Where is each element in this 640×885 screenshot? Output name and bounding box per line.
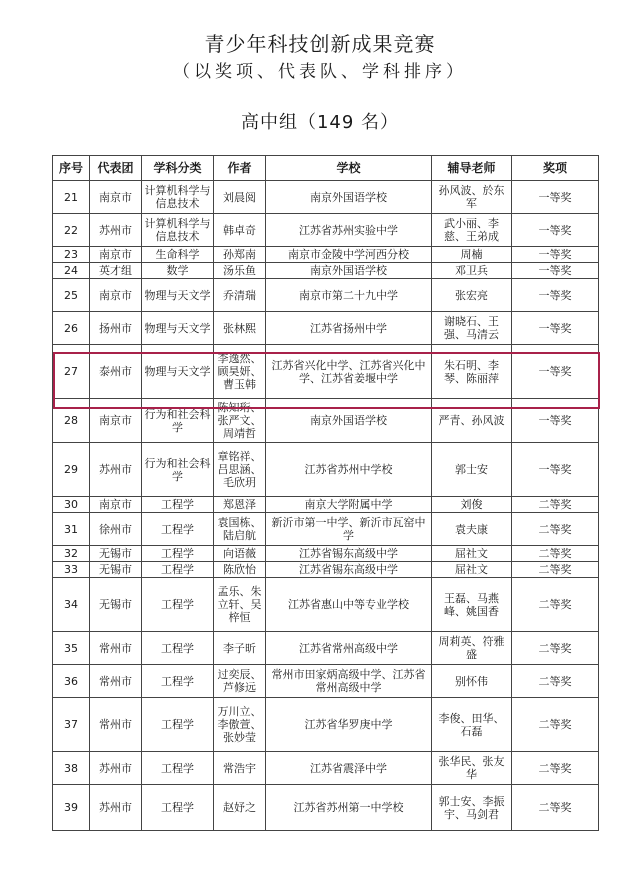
table-row: [53, 247, 599, 263]
table-row: [53, 345, 599, 399]
cell-author: 常浩宇: [214, 752, 266, 785]
cell-school: 江苏省华罗庚中学: [266, 698, 432, 752]
cell-author: 陈知珩、张严文、周靖哲: [214, 399, 266, 443]
cell-team: 南京市: [90, 247, 142, 263]
cell-no: 30: [53, 497, 90, 513]
table-row: [53, 785, 599, 831]
cell-subject: 计算机科学与信息技术: [142, 214, 214, 247]
cell-author: 李逸然、顾昊妍、曹玉韩: [214, 345, 266, 399]
cell-subject: 工程学: [142, 546, 214, 562]
cell-author: 郑恩泽: [214, 497, 266, 513]
cell-team: 南京市: [90, 399, 142, 443]
cell-no: 28: [53, 399, 90, 443]
cell-tutor: 孙风波、於东军: [432, 181, 512, 214]
awards-table: [52, 155, 599, 831]
cell-tutor: 屈社文: [432, 546, 512, 562]
cell-team: 苏州市: [90, 785, 142, 831]
cell-no: 22: [53, 214, 90, 247]
cell-author: 孙郑南: [214, 247, 266, 263]
cell-subject: 计算机科学与信息技术: [142, 181, 214, 214]
document-title: 青少年科技创新成果竞赛: [204, 32, 436, 56]
cell-subject: 工程学: [142, 562, 214, 578]
cell-subject: 行为和社会科学: [142, 399, 214, 443]
cell-team: 无锡市: [90, 562, 142, 578]
cell-subject: 工程学: [142, 578, 214, 632]
cell-award: 二等奖: [512, 562, 599, 578]
cell-team: 英才组: [90, 263, 142, 279]
header-subject: 学科分类: [142, 156, 214, 181]
cell-tutor: 周楠: [432, 247, 512, 263]
cell-no: 29: [53, 443, 90, 497]
cell-award: 一等奖: [512, 312, 599, 345]
cell-team: 常州市: [90, 632, 142, 665]
cell-author: 韩卓奇: [214, 214, 266, 247]
cell-tutor: 武小丽、李慈、王弟成: [432, 214, 512, 247]
header-tutor: 辅导老师: [432, 156, 512, 181]
cell-team: 扬州市: [90, 312, 142, 345]
cell-team: 苏州市: [90, 443, 142, 497]
cell-author: 袁国栋、陆启航: [214, 513, 266, 546]
table-row: [53, 181, 599, 214]
cell-tutor: 郭士安: [432, 443, 512, 497]
cell-tutor: 严青、孙风波: [432, 399, 512, 443]
cell-no: 31: [53, 513, 90, 546]
group-heading: 高中组（149 名）: [240, 112, 400, 133]
header-award: 奖项: [512, 156, 599, 181]
cell-author: 陈欣怡: [214, 562, 266, 578]
cell-school: 南京外国语学校: [266, 399, 432, 443]
table-row: [53, 546, 599, 562]
cell-tutor: 周莉英、符雅盛: [432, 632, 512, 665]
cell-tutor: 朱石明、李琴、陈丽萍: [432, 345, 512, 399]
header-school: 学校: [266, 156, 432, 181]
cell-award: 一等奖: [512, 279, 599, 312]
cell-author: 汤乐鱼: [214, 263, 266, 279]
cell-award: 一等奖: [512, 399, 599, 443]
table-row: [53, 665, 599, 698]
cell-author: 孟乐、朱立轩、吴梓恒: [214, 578, 266, 632]
cell-subject: 工程学: [142, 513, 214, 546]
table-row: [53, 263, 599, 279]
cell-school: 江苏省震泽中学: [266, 752, 432, 785]
cell-subject: 生命科学: [142, 247, 214, 263]
cell-subject: 物理与天文学: [142, 279, 214, 312]
cell-school: 江苏省苏州中学校: [266, 443, 432, 497]
cell-award: 一等奖: [512, 345, 599, 399]
cell-team: 泰州市: [90, 345, 142, 399]
cell-subject: 工程学: [142, 785, 214, 831]
cell-no: 32: [53, 546, 90, 562]
cell-no: 34: [53, 578, 90, 632]
cell-award: 二等奖: [512, 497, 599, 513]
cell-school: 江苏省锡东高级中学: [266, 562, 432, 578]
cell-subject: 工程学: [142, 698, 214, 752]
cell-school: 江苏省苏州第一中学校: [266, 785, 432, 831]
cell-tutor: 王磊、马燕峰、姚国香: [432, 578, 512, 632]
cell-award: 二等奖: [512, 752, 599, 785]
cell-award: 二等奖: [512, 513, 599, 546]
cell-school: 江苏省兴化中学、江苏省兴化中学、江苏省姜堰中学: [266, 345, 432, 399]
cell-subject: 工程学: [142, 665, 214, 698]
cell-school: 南京大学附属中学: [266, 497, 432, 513]
cell-team: 常州市: [90, 698, 142, 752]
table-header-row: [53, 156, 599, 181]
cell-school: 南京市金陵中学河西分校: [266, 247, 432, 263]
table-row: [53, 497, 599, 513]
cell-no: 39: [53, 785, 90, 831]
cell-tutor: 张宏亮: [432, 279, 512, 312]
table-row: [53, 562, 599, 578]
cell-subject: 行为和社会科学: [142, 443, 214, 497]
cell-school: 常州市田家炳高级中学、江苏省常州高级中学: [266, 665, 432, 698]
cell-team: 徐州市: [90, 513, 142, 546]
cell-school: 南京外国语学校: [266, 263, 432, 279]
table-row: [53, 279, 599, 312]
cell-school: 江苏省锡东高级中学: [266, 546, 432, 562]
cell-no: 21: [53, 181, 90, 214]
cell-team: 无锡市: [90, 546, 142, 562]
cell-school: 江苏省常州高级中学: [266, 632, 432, 665]
cell-award: 一等奖: [512, 263, 599, 279]
cell-award: 一等奖: [512, 247, 599, 263]
cell-author: 向语薇: [214, 546, 266, 562]
cell-award: 一等奖: [512, 181, 599, 214]
cell-author: 万川立、李傲萱、张妙莹: [214, 698, 266, 752]
cell-school: 南京外国语学校: [266, 181, 432, 214]
cell-team: 苏州市: [90, 214, 142, 247]
cell-subject: 物理与天文学: [142, 345, 214, 399]
table-row: [53, 399, 599, 443]
cell-award: 二等奖: [512, 578, 599, 632]
cell-award: 二等奖: [512, 665, 599, 698]
cell-no: 23: [53, 247, 90, 263]
cell-author: 乔清瑞: [214, 279, 266, 312]
cell-team: 南京市: [90, 181, 142, 214]
cell-award: 二等奖: [512, 785, 599, 831]
cell-tutor: 刘俊: [432, 497, 512, 513]
cell-no: 36: [53, 665, 90, 698]
cell-no: 37: [53, 698, 90, 752]
cell-award: 二等奖: [512, 632, 599, 665]
cell-tutor: 李俊、田华、石磊: [432, 698, 512, 752]
table-row: [53, 698, 599, 752]
cell-team: 南京市: [90, 279, 142, 312]
document-subtitle: （以奖项、代表队、学科排序）: [173, 62, 467, 82]
cell-author: 张林熙: [214, 312, 266, 345]
table-row: [53, 513, 599, 546]
cell-team: 无锡市: [90, 578, 142, 632]
cell-author: 刘晨阅: [214, 181, 266, 214]
cell-no: 27: [53, 345, 90, 399]
cell-tutor: 袁夫康: [432, 513, 512, 546]
table-row: [53, 632, 599, 665]
cell-award: 二等奖: [512, 546, 599, 562]
cell-subject: 物理与天文学: [142, 312, 214, 345]
cell-tutor: 郭士安、李振宇、马剑君: [432, 785, 512, 831]
cell-school: 江苏省苏州实验中学: [266, 214, 432, 247]
cell-award: 一等奖: [512, 214, 599, 247]
cell-award: 一等奖: [512, 443, 599, 497]
cell-no: 24: [53, 263, 90, 279]
cell-subject: 工程学: [142, 497, 214, 513]
cell-school: 新沂市第一中学、新沂市瓦窑中学: [266, 513, 432, 546]
cell-tutor: 屈社文: [432, 562, 512, 578]
cell-author: 赵妤之: [214, 785, 266, 831]
cell-tutor: 别怀伟: [432, 665, 512, 698]
header-author: 作者: [214, 156, 266, 181]
cell-subject: 数学: [142, 263, 214, 279]
cell-school: 江苏省扬州中学: [266, 312, 432, 345]
table-row: [53, 443, 599, 497]
cell-team: 苏州市: [90, 752, 142, 785]
cell-no: 26: [53, 312, 90, 345]
cell-tutor: 谢晓石、王强、马清云: [432, 312, 512, 345]
cell-no: 25: [53, 279, 90, 312]
cell-tutor: 邓卫兵: [432, 263, 512, 279]
cell-no: 35: [53, 632, 90, 665]
cell-author: 过奕辰、芦修远: [214, 665, 266, 698]
header-team: 代表团: [90, 156, 142, 181]
cell-team: 常州市: [90, 665, 142, 698]
cell-no: 38: [53, 752, 90, 785]
table-row: [53, 214, 599, 247]
cell-author: 章铭祥、吕思涵、毛欣玥: [214, 443, 266, 497]
table-row: [53, 578, 599, 632]
cell-award: 二等奖: [512, 698, 599, 752]
header-no: 序号: [53, 156, 90, 181]
cell-team: 南京市: [90, 497, 142, 513]
cell-school: 南京市第二十九中学: [266, 279, 432, 312]
cell-subject: 工程学: [142, 752, 214, 785]
table-row: [53, 312, 599, 345]
cell-school: 江苏省惠山中等专业学校: [266, 578, 432, 632]
cell-no: 33: [53, 562, 90, 578]
cell-subject: 工程学: [142, 632, 214, 665]
table-row: [53, 752, 599, 785]
cell-tutor: 张华民、张友华: [432, 752, 512, 785]
cell-author: 李子昕: [214, 632, 266, 665]
